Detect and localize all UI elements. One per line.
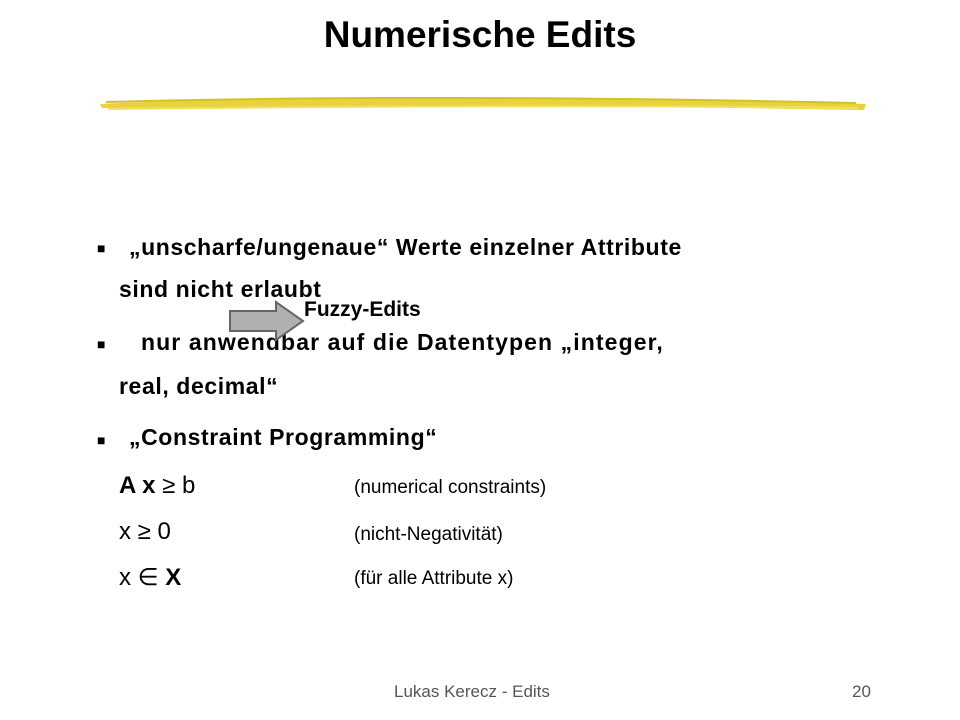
- footer-author: Lukas Kerecz - Edits: [394, 682, 550, 701]
- bullet-marker: ■: [97, 240, 106, 256]
- fuzzy-edits-label: Fuzzy-Edits: [304, 298, 421, 321]
- arrow-right-icon: [228, 300, 306, 342]
- constraint-1-rest: ≥ b: [155, 472, 196, 499]
- bullet-1-line-2: sind nicht erlaubt: [119, 276, 322, 302]
- constraint-3-expression: [119, 563, 181, 592]
- page-number: 20: [852, 682, 871, 701]
- bullet-marker: ■: [97, 432, 106, 448]
- bullet-2-line-2: real, decimal“: [119, 373, 279, 399]
- constraint-1-note: (numerical constraints): [354, 477, 547, 498]
- constraint-1-expression: [119, 472, 195, 500]
- title-underline: [96, 92, 870, 118]
- bullet-2-line-1: nur anwendbar auf die Datentypen „integer,: [141, 329, 664, 355]
- bullet-marker: ■: [97, 336, 106, 352]
- constraint-3-plain: x ∈: [119, 564, 166, 591]
- constraint-1-bold: A x: [119, 472, 156, 499]
- constraint-3-note: (für alle Attribute x): [354, 568, 514, 589]
- bullet-3-line-1: „Constraint Programming“: [129, 424, 438, 450]
- constraint-2-expression: [119, 518, 171, 546]
- constraint-2-rest: x ≥ 0: [119, 518, 171, 545]
- slide-title: Numerische Edits: [323, 14, 637, 55]
- constraint-3-bold: X: [165, 564, 182, 591]
- bullet-1-line-1: „unscharfe/ungenaue“ Werte einzelner Attribute: [129, 234, 682, 260]
- constraint-2-note: (nicht-Negativität): [354, 524, 503, 545]
